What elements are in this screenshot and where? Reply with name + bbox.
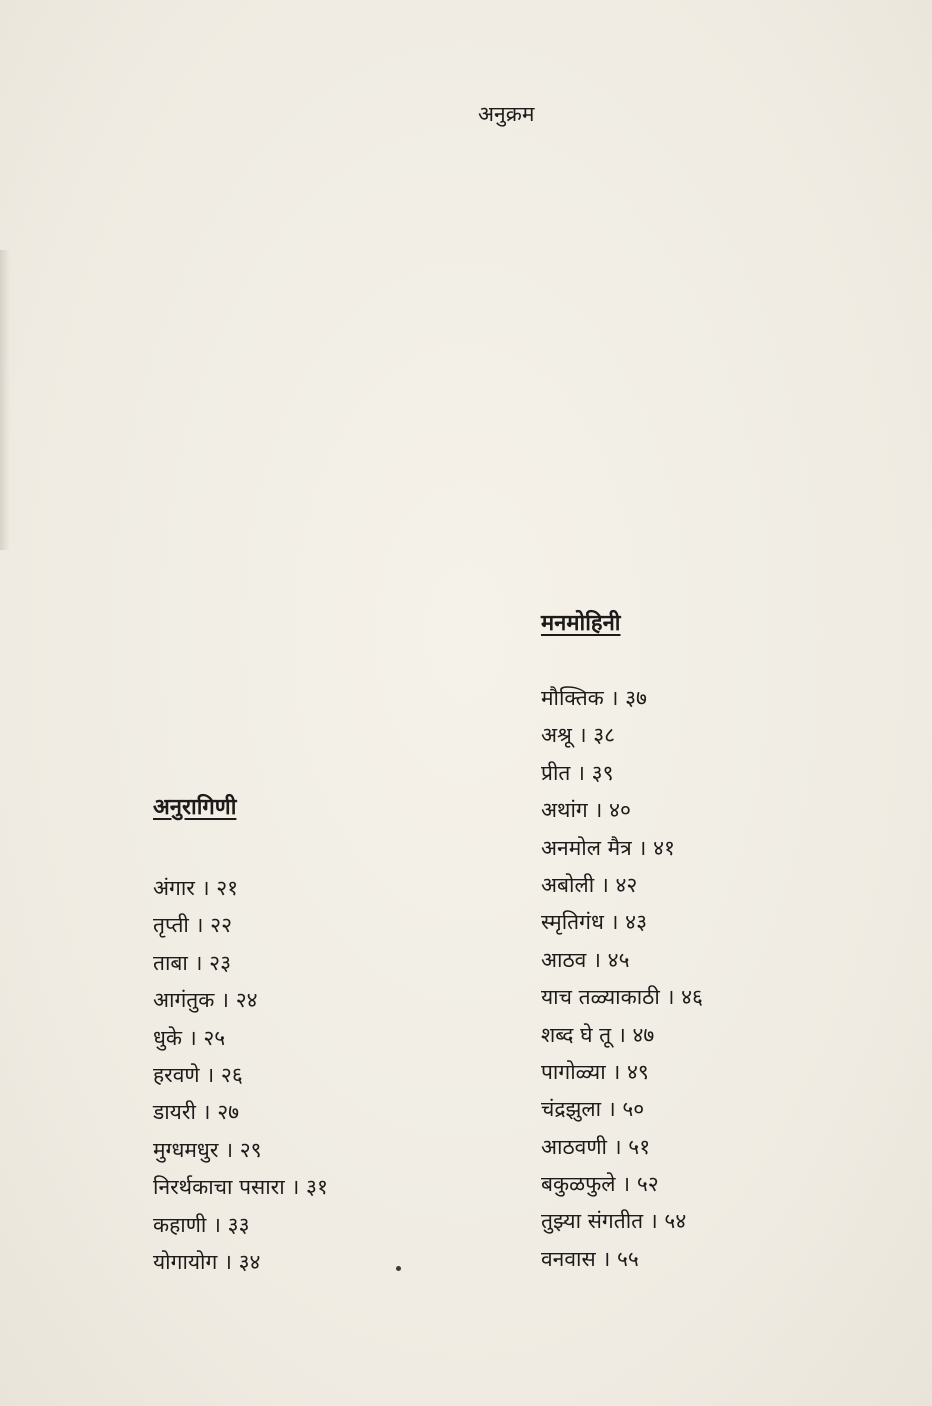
toc-entry: अंगार । २१	[153, 876, 239, 900]
toc-list	[541, 680, 703, 1278]
section-heading: मनमोहिनी	[541, 611, 621, 636]
toc-entry: बकुळफुले । ५२	[541, 1172, 659, 1197]
toc-entry: डायरी । २७	[153, 1100, 240, 1125]
toc-entry: योगायोग । ३४	[153, 1249, 261, 1274]
toc-entry: धुके । २५	[153, 1025, 226, 1050]
toc-entry: याच तळ्याकाठी । ४६	[541, 985, 703, 1010]
toc-entry: अनमोल मैत्र । ४१	[541, 835, 675, 860]
toc-entry: आठव । ४५	[541, 947, 630, 972]
toc-entry: तृप्ती । २२	[153, 913, 232, 938]
toc-entry: मौक्तिक । ३७	[541, 686, 647, 710]
toc-entry: अथांग । ४०	[541, 798, 631, 823]
toc-list	[153, 870, 328, 1281]
toc-entry: वनवास । ५५	[541, 1246, 639, 1271]
toc-entry: चंद्रझुला । ५०	[541, 1097, 645, 1122]
toc-entry: प्रीत । ३९	[541, 760, 614, 785]
page-edge-shadow	[0, 250, 10, 550]
toc-entry: निरर्थकाचा पसारा । ३१	[153, 1175, 328, 1200]
section-anuragini	[153, 790, 328, 1281]
toc-entry: आगंतुक । २४	[153, 988, 258, 1013]
toc-entry: ताबा । २३	[153, 950, 231, 975]
toc-entry: तुझ्या संगतीत । ५४	[541, 1209, 687, 1234]
ink-dot	[396, 1266, 401, 1271]
section-manmohini	[541, 606, 703, 1278]
section-heading: अनुरागिणी	[153, 795, 237, 820]
toc-entry: स्मृतिगंध । ४३	[541, 910, 648, 935]
toc-entry: शब्द घे तू । ४७	[541, 1022, 655, 1047]
toc-entry: मुग्धमधुर । २९	[153, 1137, 262, 1162]
toc-entry: अबोली । ४२	[541, 872, 638, 897]
toc-entry: अश्रू । ३८	[541, 723, 616, 748]
toc-entry: हरवणे । २६	[153, 1062, 243, 1087]
toc-entry: पागोळ्या । ४९	[541, 1059, 649, 1084]
toc-entry: कहाणी । ३३	[153, 1212, 250, 1237]
toc-entry: आठवणी । ५१	[541, 1134, 651, 1159]
page-title: अनुक्रम	[478, 102, 535, 126]
